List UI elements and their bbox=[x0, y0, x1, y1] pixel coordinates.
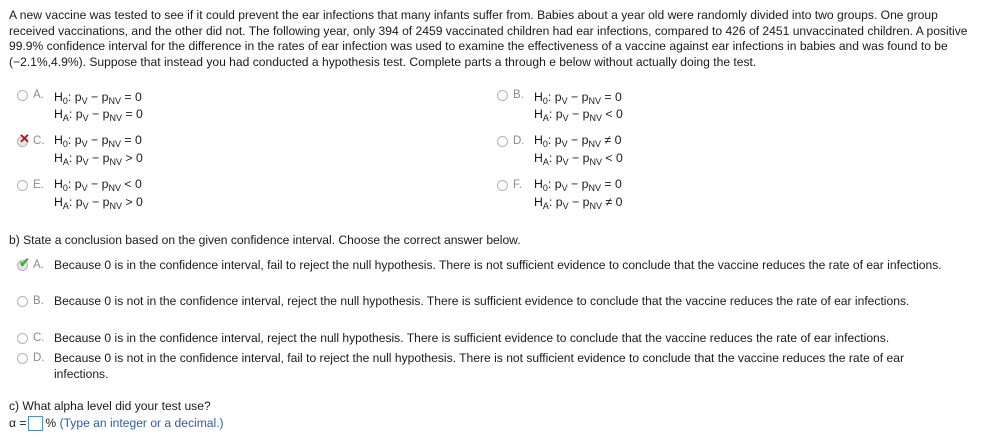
option-c-ha: $H_A$: $p_V - p_{NV} > 0$ bbox=[54, 151, 143, 167]
alpha-answer-row bbox=[9, 416, 224, 431]
option-f-ha: $H_A$: $p_V - p_{NV} \ne 0$ bbox=[534, 195, 623, 211]
option-b-radio[interactable] bbox=[497, 90, 508, 101]
option-e-h0: $H_0$: $p_V - p_{NV} < 0$ bbox=[54, 177, 142, 193]
option-d-letter: D. bbox=[513, 135, 525, 147]
incorrect-x-icon: ✕ bbox=[19, 131, 30, 146]
part-c-question: c) What alpha level did your test use? bbox=[9, 399, 211, 413]
option-e-letter: E. bbox=[33, 179, 44, 191]
option-b-ha: $H_A$: $p_V - p_{NV} < 0$ bbox=[534, 107, 623, 123]
alpha-label: α = bbox=[9, 416, 27, 430]
option-a-radio[interactable] bbox=[17, 90, 28, 101]
part-b-option-d-letter: D. bbox=[33, 352, 45, 364]
option-b-h0: $H_0$: $p_V - p_{NV} = 0$ bbox=[534, 90, 622, 106]
part-b-option-a-text: Because 0 is in the confidence interval, fail to reject the null hypothesis. There is not sufficient evidence to conclude that the vaccine reduces the rate of ear infections. bbox=[54, 258, 942, 272]
part-b-option-c-letter: C. bbox=[33, 332, 45, 344]
alpha-hint: (Type an integer or a decimal.) bbox=[59, 416, 224, 430]
correct-check-icon: ✔ bbox=[19, 255, 30, 270]
alpha-input[interactable] bbox=[28, 416, 43, 431]
option-a-letter: A. bbox=[33, 89, 44, 101]
option-f-radio[interactable] bbox=[497, 180, 508, 191]
part-b-option-c-text: Because 0 is in the confidence interval, reject the null hypothesis. There is sufficient evidence to conclude that the vaccine reduces the rate of ear infections. bbox=[54, 331, 890, 345]
option-b-letter: B. bbox=[513, 89, 524, 101]
part-b-option-d-text: Because 0 is not in the confidence interval, fail to reject the null hypothesis. There is not sufficient evidence to conclude that the vaccine reduces the rate of ear infections. bbox=[54, 351, 904, 381]
option-c-h0: $H_0$: $p_V - p_{NV} = 0$ bbox=[54, 133, 142, 149]
option-f-h0: $H_0$: $p_V - p_{NV} = 0$ bbox=[534, 177, 622, 193]
option-e-ha: $H_A$: $p_V - p_{NV} > 0$ bbox=[54, 195, 143, 211]
hypothesis-options bbox=[0, 89, 981, 218]
option-c-letter: C. bbox=[33, 135, 45, 147]
part-b-option-c-radio[interactable] bbox=[17, 333, 28, 344]
option-e-radio[interactable] bbox=[17, 180, 28, 191]
part-b-option-b-letter: B. bbox=[33, 295, 44, 307]
problem-intro: A new vaccine was tested to see if it could prevent the ear infections that many infants suffer from. Babies about a year old were randomly divided into two groups. One group received vaccinations, and the other did not. The following year, only 394 of 2459 vaccinated children had ear infections, compared to 426 of 2451 unvaccinated children. A positive 99.9% confidence interval for the difference in the rates of ear infection was used to examine the effectiveness of a vaccine against ear infections in babies and was found to be (−2.1%,4.9%). Suppose that instead you had conducted a hypothesis test. Complete parts a through e below without actually doing the test. bbox=[9, 8, 968, 70]
part-b-question: b) State a conclusion based on the given confidence interval. Choose the correct answer below. bbox=[9, 233, 521, 247]
option-a-ha: $H_A$: $p_V - p_{NV} = 0$ bbox=[54, 107, 143, 123]
option-d-radio[interactable] bbox=[497, 136, 508, 147]
part-b-option-d-radio[interactable] bbox=[17, 353, 28, 364]
option-a-h0: $H_0$: $p_V - p_{NV} = 0$ bbox=[54, 90, 142, 106]
part-b-option-a-letter: A. bbox=[33, 259, 44, 271]
option-d-h0: $H_0$: $p_V - p_{NV} \ne 0$ bbox=[534, 133, 622, 149]
alpha-unit: % bbox=[45, 416, 57, 430]
part-b-option-b-radio[interactable] bbox=[17, 296, 28, 307]
option-d-ha: $H_A$: $p_V - p_{NV} < 0$ bbox=[534, 151, 623, 167]
part-b-option-b-text: Because 0 is not in the confidence interval, reject the null hypothesis. There is sufficient evidence to conclude that the vaccine reduces the rate of ear infections. bbox=[54, 294, 910, 308]
option-f-letter: F. bbox=[513, 179, 522, 191]
